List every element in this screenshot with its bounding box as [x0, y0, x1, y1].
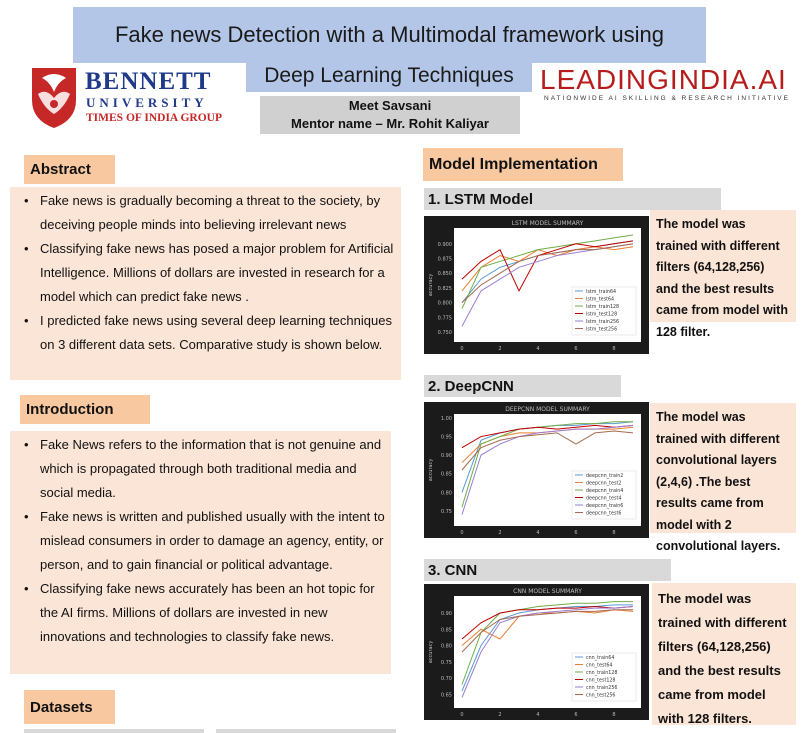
legend-label: deepcnn_test4: [586, 496, 622, 502]
x-tick-label: 2: [498, 530, 502, 536]
abstract-list: [22, 189, 395, 357]
y-axis-label: accuracy: [428, 273, 434, 297]
x-tick-label: 4: [536, 530, 540, 536]
deepcnn-chart-svg: [424, 402, 649, 538]
y-tick-label: 1.00: [440, 416, 452, 422]
y-tick-label: 0.85: [440, 627, 452, 634]
introduction-item: • Fake News refers to the information that is not genuine and which is propagated through both traditional media and social media.: [40, 433, 385, 505]
y-tick-label: 0.90: [440, 453, 452, 460]
lstm-description-text: The model was trained with different filters (64,128,256) and the best results came from model with 128 filter.: [656, 217, 788, 339]
legend-label: lstm_test128: [586, 312, 618, 318]
x-tick-label: 4: [536, 712, 540, 718]
y-tick-label: 0.90: [440, 611, 452, 617]
y-tick-label: 0.75: [440, 659, 452, 666]
legend-label: lstm_train64: [586, 289, 617, 295]
legend-label: cnn_train128: [586, 670, 618, 676]
cnn-section-title: [424, 559, 671, 581]
legend-label: lstm_test256: [586, 327, 618, 333]
x-tick-label: 0: [460, 712, 464, 718]
y-tick-label: 0.775: [437, 315, 452, 322]
legend-label: cnn_train64: [586, 655, 615, 661]
lstm-description: [650, 210, 796, 339]
legend-label: lstm_train128: [586, 304, 620, 310]
poster-title-line2: [246, 60, 532, 92]
introduction-item: • Classifying fake news accurately has been an hot topic for the AI firms. Millions of dollars are invested in new innovations and technologies to classify fake news.: [40, 577, 385, 649]
x-tick-label: 8: [612, 346, 616, 352]
x-tick-label: 0: [460, 530, 464, 536]
x-tick-label: 8: [612, 530, 616, 536]
abstract-body: [10, 187, 401, 380]
legend-label: cnn_test64: [586, 663, 613, 669]
deepcnn-chart: [424, 402, 649, 538]
datasets-strip-right: [216, 729, 396, 733]
chart-title: DEEPCNN MODEL SUMMARY: [505, 406, 590, 413]
legend-label: deepcnn_train2: [586, 473, 624, 479]
model-heading: [423, 148, 623, 181]
legend-label: lstm_test64: [586, 297, 615, 303]
title-text-1: Fake news Detection with a Multimodal framework using: [114, 22, 664, 47]
x-tick-label: 6: [574, 712, 578, 718]
lstm-chart: [424, 216, 649, 354]
abstract-heading: [24, 155, 115, 184]
deepcnn-description-text: The model was trained with different convolutional layers (2,4,6) .The best results came from model with 2 convolutional layers.: [656, 410, 781, 553]
deepcnn-section-title-text: 2. DeepCNN: [428, 377, 514, 395]
leadingindia-sub: NATIONWIDE AI SKILLING & RESEARCH INITIATIVE: [544, 95, 790, 102]
y-tick-label: 0.75: [440, 508, 452, 515]
legend-label: cnn_train256: [586, 685, 618, 691]
y-tick-label: 0.65: [440, 692, 452, 699]
cnn-chart: [424, 584, 649, 720]
y-tick-label: 0.825: [437, 285, 452, 292]
cnn-section-title-text: 3. CNN: [428, 561, 478, 579]
chart-title: CNN MODEL SUMMARY: [513, 588, 582, 595]
y-tick-label: 0.875: [437, 256, 452, 263]
leadingindia-logo: [540, 64, 798, 104]
chart-title: LSTM MODEL SUMMARY: [511, 220, 584, 227]
lstm-section-title-text: 1. LSTM Model: [428, 190, 533, 208]
y-axis-label: accuracy: [428, 640, 434, 664]
x-tick-label: 6: [574, 346, 578, 352]
datasets-heading-text: Datasets: [30, 698, 93, 716]
bennett-name: BENNETT: [85, 68, 212, 95]
title-text-2: Deep Learning Techniques: [264, 64, 514, 87]
x-tick-label: 2: [498, 346, 502, 352]
y-tick-label: 0.85: [440, 471, 452, 478]
y-tick-label: 0.80: [440, 643, 452, 650]
leadingindia-name: LEADINGINDIA.AI: [540, 64, 787, 95]
introduction-heading-text: Introduction: [26, 401, 114, 418]
legend-label: cnn_test128: [586, 678, 616, 684]
datasets-heading: [24, 690, 115, 724]
mentor-name: Mentor name – Mr. Rohit Kaliyar: [291, 116, 489, 131]
introduction-list: [22, 433, 385, 649]
legend-label: lstm_train256: [586, 319, 620, 325]
poster-title-line1: [73, 7, 706, 63]
y-tick-label: 0.750: [437, 330, 452, 337]
legend-label: deepcnn_train4: [586, 488, 624, 494]
author-box: [260, 96, 520, 134]
cnn-chart-svg: [424, 584, 649, 720]
legend-label: cnn_test256: [586, 693, 616, 699]
y-tick-label: 0.70: [440, 676, 452, 682]
lstm-section-title: [424, 188, 721, 210]
abstract-item: • I predicted fake news using several deep learning techniques on 3 different data sets. Comparative study is shown below.: [40, 309, 395, 357]
deepcnn-section-title: [424, 375, 621, 397]
lstm-chart-svg: [424, 216, 649, 354]
abstract-item: • Classifying fake news has posed a major problem for Artificial Intelligence. Millions of dollars are invested in research for a model which can predict fake news .: [40, 237, 395, 309]
datasets-strip-left: [24, 729, 204, 733]
introduction-item: • Fake news is written and published usually with the intent to mislead consumers in order to damage an agency, entity, or person, and to gain financial or political advantage.: [40, 505, 385, 577]
cnn-description-text: The model was trained with different filters (64,128,256) and the best results came from model with 128 filters.: [658, 591, 787, 726]
y-axis-label: accuracy: [428, 458, 434, 482]
x-tick-label: 4: [536, 346, 540, 352]
deepcnn-description: [650, 403, 796, 553]
y-tick-label: 0.900: [437, 241, 452, 248]
bennett-crest-icon: [28, 64, 80, 130]
y-tick-label: 0.850: [437, 271, 452, 278]
y-tick-label: 0.95: [440, 434, 452, 441]
author-name: Meet Savsani: [348, 98, 432, 113]
introduction-body: [10, 431, 391, 674]
x-tick-label: 8: [612, 712, 616, 718]
legend-label: deepcnn_test2: [586, 481, 622, 487]
introduction-heading: [20, 395, 150, 424]
legend-label: deepcnn_test6: [586, 511, 622, 517]
bennett-sub: UNIVERSITY: [86, 95, 208, 110]
y-tick-label: 0.800: [437, 300, 452, 307]
model-heading-text: Model Implementation: [429, 155, 598, 173]
x-tick-label: 0: [460, 346, 464, 352]
abstract-heading-text: Abstract: [30, 161, 91, 178]
bennett-group: TIMES OF INDIA GROUP: [86, 112, 222, 124]
legend-label: deepcnn_train6: [586, 503, 624, 509]
abstract-item: • Fake news is gradually becoming a threat to the society, by deceiving people minds into believing irrelevant news: [40, 189, 395, 237]
x-tick-label: 6: [574, 530, 578, 536]
cnn-description: [652, 583, 796, 725]
bennett-logo: [28, 64, 223, 130]
y-tick-label: 0.80: [440, 490, 452, 497]
x-tick-label: 2: [498, 712, 502, 718]
